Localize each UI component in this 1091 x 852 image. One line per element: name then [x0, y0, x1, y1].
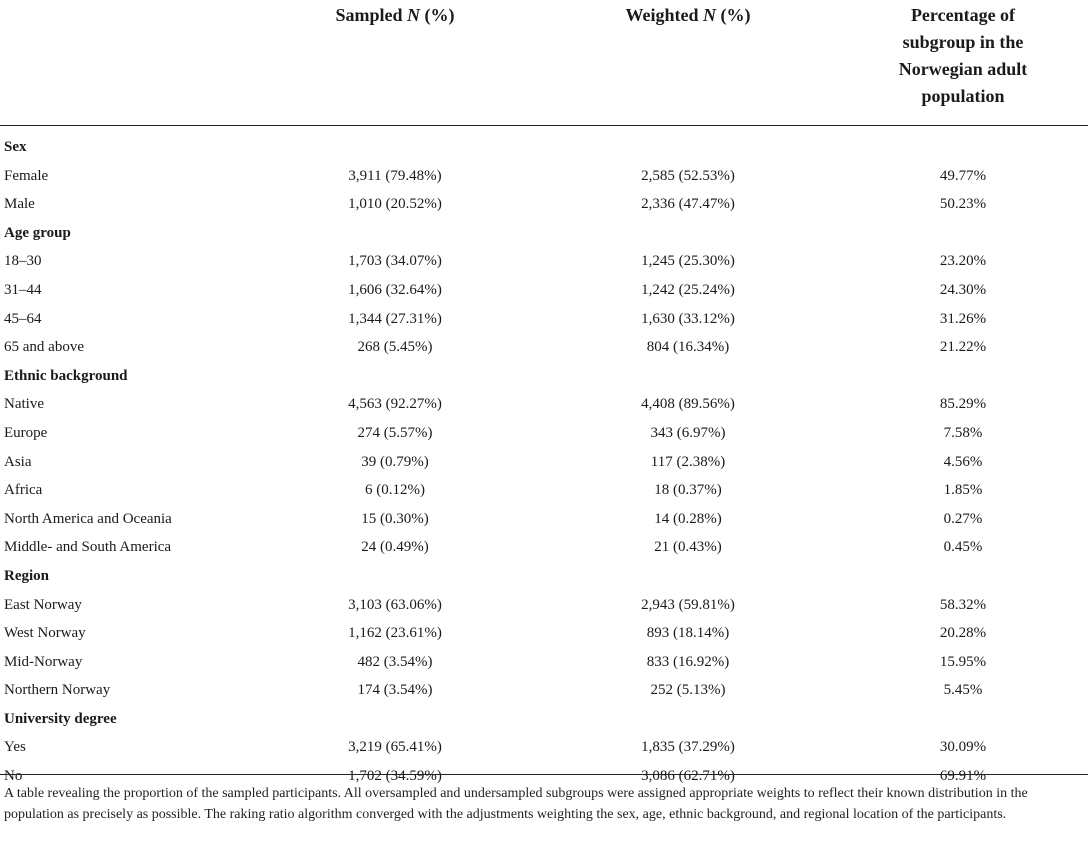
row-label: 31–44 — [4, 281, 42, 298]
weighted-n-cell: 117 (2.38%) — [650, 453, 726, 470]
section-header-row — [0, 563, 1088, 592]
population-percentage-cell: 31.26% — [939, 310, 987, 327]
sampled-n-cell: 1,344 (27.31%) — [348, 310, 442, 327]
weighted-n-cell: 343 (6.97%) — [650, 424, 726, 441]
population-percentage-cell: 20.28% — [939, 625, 987, 642]
table-row — [0, 449, 1088, 478]
row-label: No — [4, 768, 23, 785]
table-row — [0, 306, 1088, 335]
section-label: University degree — [4, 710, 117, 727]
row-label: Middle- and South America — [4, 539, 172, 556]
section-header-row — [0, 134, 1088, 163]
table-row — [0, 191, 1088, 220]
header-divider — [0, 125, 1088, 126]
row-label: Male — [4, 196, 35, 213]
table-body — [0, 134, 1088, 792]
weighted-n-cell: 804 (16.34%) — [646, 339, 730, 356]
row-label: 65 and above — [4, 339, 84, 356]
weighted-n-cell: 18 (0.37%) — [654, 482, 722, 499]
weighted-n-cell: 2,585 (52.53%) — [641, 167, 735, 184]
population-percentage-cell: 30.09% — [939, 739, 987, 756]
sampled-n-cell: 39 (0.79%) — [361, 453, 429, 470]
table-row — [0, 592, 1088, 621]
sampled-n-cell: 3,911 (79.48%) — [348, 167, 442, 184]
row-label: North America and Oceania — [4, 510, 172, 527]
table-row — [0, 477, 1088, 506]
sampled-n-cell: 3,103 (63.06%) — [348, 596, 442, 613]
table-row — [0, 677, 1088, 706]
row-label: Northern Norway — [4, 682, 111, 699]
sampled-n-cell: 482 (3.54%) — [357, 653, 433, 670]
header-population-line-2: subgroup in the — [902, 32, 1024, 52]
table-row — [0, 248, 1088, 277]
table-row — [0, 534, 1088, 563]
population-percentage-cell: 4.56% — [943, 453, 983, 470]
table-row — [0, 334, 1088, 363]
header-sampled-n-symbol: N — [407, 5, 421, 25]
population-percentage-cell: 5.45% — [943, 682, 983, 699]
table-row — [0, 506, 1088, 535]
weighted-n-cell: 3,086 (62.71%) — [641, 768, 735, 785]
header-sampled-label: Sampled — [335, 5, 408, 25]
weighted-n-cell: 252 (5.13%) — [650, 682, 726, 699]
weighted-n-cell: 1,242 (25.24%) — [641, 281, 735, 298]
weighted-n-cell: 893 (18.14%) — [646, 625, 730, 642]
population-percentage-cell: 85.29% — [939, 396, 987, 413]
weighted-n-cell: 21 (0.43%) — [654, 539, 722, 556]
row-label: West Norway — [4, 625, 86, 642]
sampled-n-cell: 1,703 (34.07%) — [348, 253, 442, 270]
sampled-n-cell: 274 (5.57%) — [357, 424, 433, 441]
population-percentage-cell: 69.91% — [939, 768, 987, 785]
header-sampled-suffix: (%) — [420, 5, 455, 25]
row-label: Female — [4, 167, 49, 184]
population-percentage-cell: 23.20% — [939, 253, 987, 270]
weighted-n-cell: 1,630 (33.12%) — [641, 310, 735, 327]
table-row — [0, 620, 1088, 649]
weighted-n-cell: 14 (0.28%) — [654, 510, 722, 527]
sampled-n-cell: 268 (5.45%) — [357, 339, 433, 356]
sampled-n-cell: 174 (3.54%) — [357, 682, 433, 699]
sampled-n-cell: 3,219 (65.41%) — [348, 739, 442, 756]
population-percentage-cell: 0.27% — [943, 510, 983, 527]
population-percentage-cell: 21.22% — [939, 339, 987, 356]
row-label: Native — [4, 396, 44, 413]
header-population-line-3: Norwegian adult — [898, 59, 1028, 79]
section-header-row — [0, 706, 1088, 735]
section-label: Ethnic background — [4, 367, 128, 384]
weighted-n-cell: 833 (16.92%) — [646, 653, 730, 670]
table-row — [0, 649, 1088, 678]
sampled-n-cell: 24 (0.49%) — [361, 539, 429, 556]
row-label: 45–64 — [4, 310, 42, 327]
row-label: 18–30 — [4, 253, 42, 270]
row-label: Mid-Norway — [4, 653, 83, 670]
population-percentage-cell: 49.77% — [939, 167, 987, 184]
section-label: Sex — [4, 139, 27, 155]
header-weighted-suffix: (%) — [716, 5, 751, 25]
weighted-n-cell: 2,336 (47.47%) — [641, 196, 735, 213]
header-sampled-n — [285, 2, 505, 29]
header-population-percentage — [853, 2, 1073, 110]
population-percentage-cell: 0.45% — [943, 539, 983, 556]
table-row — [0, 163, 1088, 192]
header-population-line-4: population — [921, 86, 1005, 106]
population-percentage-cell: 58.32% — [939, 596, 987, 613]
header-weighted-label: Weighted — [625, 5, 703, 25]
weighted-n-cell: 1,245 (25.30%) — [641, 253, 735, 270]
weighted-n-cell: 1,835 (37.29%) — [641, 739, 735, 756]
section-header-row — [0, 363, 1088, 392]
header-population-line-1: Percentage of — [910, 5, 1016, 25]
sampled-n-cell: 1,010 (20.52%) — [348, 196, 442, 213]
table-row — [0, 277, 1088, 306]
sampled-n-cell: 4,563 (92.27%) — [348, 396, 442, 413]
row-label: Europe — [4, 424, 48, 441]
header-weighted-n — [578, 2, 798, 29]
sampled-n-cell: 1,162 (23.61%) — [348, 625, 442, 642]
table-row — [0, 420, 1088, 449]
population-percentage-cell: 24.30% — [939, 281, 987, 298]
section-header-row — [0, 220, 1088, 249]
header-weighted-n-symbol: N — [703, 5, 716, 25]
table-bottom-rule — [0, 774, 1088, 775]
table-caption: A table revealing the proportion of the sampled participants. All oversampled and undersampled subgroups were assigned appropriate weights to reflect their known distribution in the population as precisely as possible. The raking ratio algorithm converged with the adjustments weighting the sex, age, ethnic background, and regional location of the participants. — [4, 786, 1028, 822]
population-percentage-cell: 50.23% — [939, 196, 987, 213]
sampled-n-cell: 15 (0.30%) — [361, 510, 429, 527]
section-label: Region — [4, 567, 49, 584]
population-percentage-cell: 15.95% — [939, 653, 987, 670]
population-percentage-cell: 1.85% — [943, 482, 983, 499]
sampled-n-cell: 6 (0.12%) — [365, 482, 425, 499]
weighted-n-cell: 4,408 (89.56%) — [641, 396, 735, 413]
table-row — [0, 391, 1088, 420]
sampled-n-cell: 1,606 (32.64%) — [348, 281, 442, 298]
table-row — [0, 734, 1088, 763]
population-percentage-cell: 7.58% — [943, 424, 983, 441]
row-label: Africa — [4, 482, 43, 499]
section-label: Age group — [4, 224, 71, 241]
sampled-n-cell: 1,702 (34.59%) — [348, 768, 442, 785]
weighted-n-cell: 2,943 (59.81%) — [641, 596, 735, 613]
row-label: Asia — [4, 453, 32, 470]
row-label: East Norway — [4, 596, 82, 613]
row-label: Yes — [4, 739, 26, 756]
